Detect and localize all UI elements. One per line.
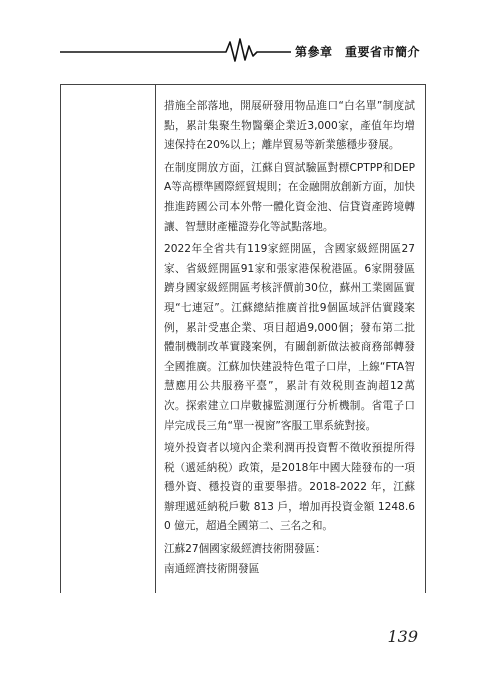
list-item: 南通經濟技術開發區 <box>164 562 260 575</box>
page-number: 139 <box>387 627 418 646</box>
section-title: 第參章 重要省市簡介 <box>291 43 420 60</box>
content-table <box>60 84 426 593</box>
list-heading: 江蘇27個國家級經濟技術開發區： <box>164 543 326 556</box>
paragraph: 2022年全省共有119家經開區，含國家級經開區27家、省級經開區91家和張家港保稅港區。6家開發區躋身國家級經開區考核評價前30位，蘇州工業園區實現“七連冠”。江蘇總結推廣首批9個區域評估實踐案例，累計受惠企業、項目超過9,000個；發布第二批體制機制改革實踐案例，有關創新做法被商務部轉發全國推廣。江蘇加快建設特色電子口岸，上線“FTA智慧應用公共服務平臺”，累計有效税則查詢超12萬次。探索建立口岸數據監測運行分析機制。省電子口岸完成長三角“單一視窗”客服工單系統對接。 <box>164 243 415 432</box>
paragraph: 在制度開放方面，江蘇自貿試驗區對標CPTPP和DEPA等高標準國際經貿規則；在金融開放創新方面，加快推進跨國公司本外幣一體化資金池、信貸資產跨境轉讓、智慧財產權證券化等試點落地。 <box>164 161 415 233</box>
column-divider <box>155 85 156 593</box>
paragraph: 境外投資者以境內企業利潤再投資暫不徵收預提所得税（遞延納税）政策，是2018年中國大陸發布的一項穩外資、穩投資的重要舉措。2018-2022 年，江蘇辦理遞延納税戶數 813 戶，增加再投資金額 1248.60 億元，超過全國第二、三名之和。 <box>164 442 415 533</box>
table-cell-text <box>164 97 415 579</box>
running-header <box>60 34 420 64</box>
paragraph: 措施全部落地，開展研發用物品進口“白名單”制度試點，累計集聚生物醫藥企業近3,000家，產值年均增速保持在20%以上；離岸貿易等新業態穩步發展。 <box>164 100 415 152</box>
